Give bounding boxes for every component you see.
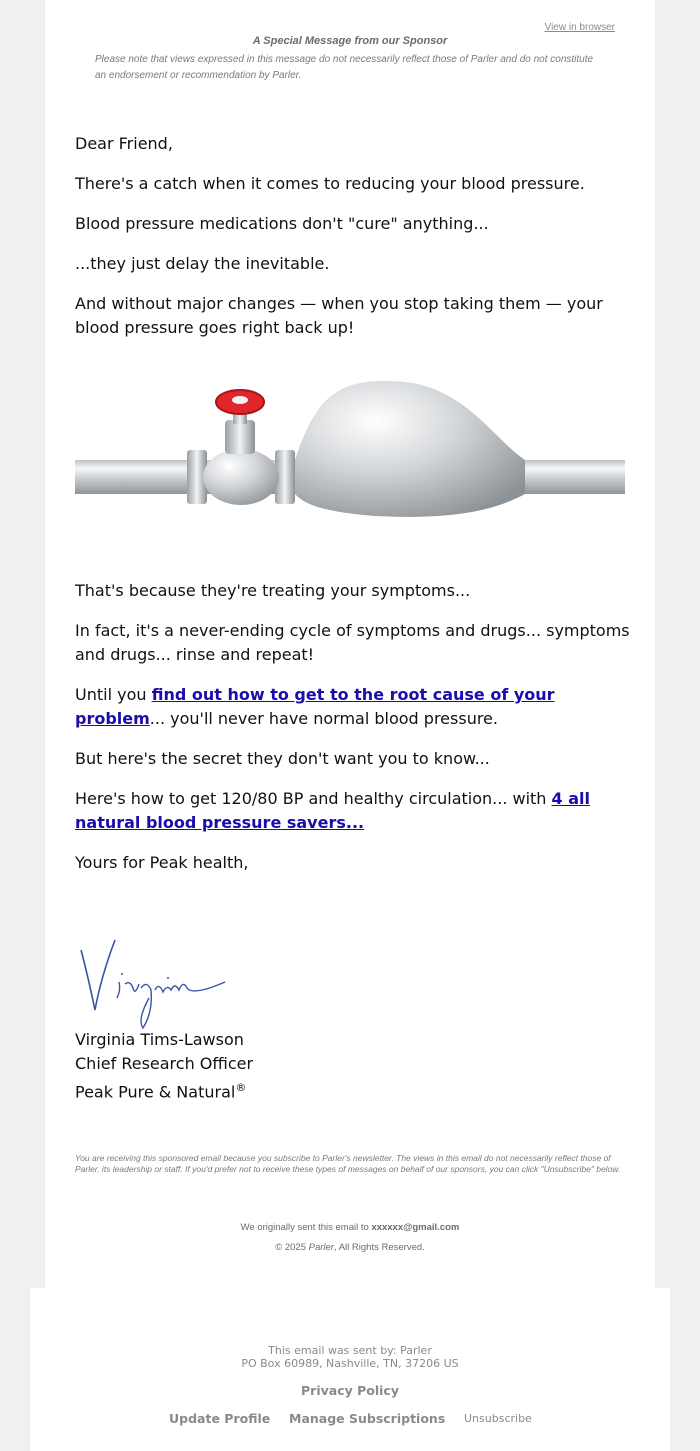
manage-subscriptions-link[interactable]: Manage Subscriptions bbox=[289, 1411, 446, 1426]
sent-by: This email was sent by: Parler PO Box 60989, Nashville, TN, 37206 US bbox=[241, 1344, 459, 1370]
sponsor-title: A Special Message from our Sponsor bbox=[252, 35, 448, 47]
paragraph-6: In fact, it's a never-ending cycle of symptoms and drugs... symptoms and drugs... rinse and repeat! bbox=[75, 621, 630, 664]
signature-block bbox=[75, 1028, 253, 1100]
paragraph-8: But here's the secret they don't want you to know... bbox=[75, 749, 490, 768]
sponsored-disclaimer: You are receiving this sponsored email because you subscribe to Parler's newsletter. The views in this email do not necessarily reflect those of Parler, its leadership or staff. If you'd prefer not to receive these types of messages on behalf of our sponsors, you can click "Unsubscribe" below. bbox=[75, 1153, 621, 1174]
pipe-valve-image bbox=[75, 370, 625, 520]
sent-to-line: We originally sent this email to xxxxxx@gmail.com bbox=[240, 1222, 460, 1233]
sponsor-note: Please note that views expressed in this message do not necessarily reflect those of Parler and do not constitute an endorsement or recommendation by Parler. bbox=[95, 54, 594, 81]
unsubscribe-link[interactable]: Unsubscribe bbox=[464, 1412, 532, 1425]
paragraph-9: Here's how to get 120/80 BP and healthy circulation... with 4 all natural blood pressure savers... bbox=[75, 789, 590, 832]
closing: Yours for Peak health, bbox=[75, 853, 249, 872]
signer-title: Chief Research Officer bbox=[75, 1054, 254, 1073]
view-in-browser-link[interactable]: View in browser bbox=[544, 22, 615, 33]
paragraph-3: ...they just delay the inevitable. bbox=[75, 254, 330, 273]
valve-nut bbox=[232, 396, 248, 404]
email-body bbox=[45, 0, 655, 1290]
update-profile-link[interactable]: Update Profile bbox=[169, 1411, 271, 1426]
handwritten-signature bbox=[75, 932, 235, 1032]
paragraph-1: There's a catch when it comes to reducing your blood pressure. bbox=[75, 174, 585, 193]
paragraph-7: Until you find out how to get to the root cause of your problem... you'll never have normal blood pressure. bbox=[75, 685, 555, 728]
signer-company: Peak Pure & Natural® bbox=[75, 1081, 247, 1102]
copyright: © 2025 Parler, All Rights Reserved. bbox=[275, 1242, 425, 1253]
valve-stem bbox=[225, 420, 255, 454]
valve-body bbox=[203, 449, 279, 505]
paragraph-4: And without major changes — when you stop taking them — your blood pressure goes right back up! bbox=[75, 294, 603, 337]
blood-pressure-savers-link[interactable]: 4 all natural blood pressure savers... bbox=[75, 789, 590, 832]
paragraph-5: That's because they're treating your symptoms... bbox=[75, 581, 471, 600]
signer-name: Virginia Tims-Lawson bbox=[75, 1030, 244, 1049]
greeting: Dear Friend, bbox=[75, 134, 173, 153]
pipe-bulge bbox=[295, 381, 525, 517]
root-cause-link[interactable]: find out how to get to the root cause of your problem bbox=[75, 685, 555, 728]
paragraph-2: Blood pressure medications don't "cure" anything... bbox=[75, 214, 489, 233]
email-footer bbox=[30, 1288, 670, 1451]
privacy-policy-link[interactable]: Privacy Policy bbox=[301, 1383, 399, 1398]
